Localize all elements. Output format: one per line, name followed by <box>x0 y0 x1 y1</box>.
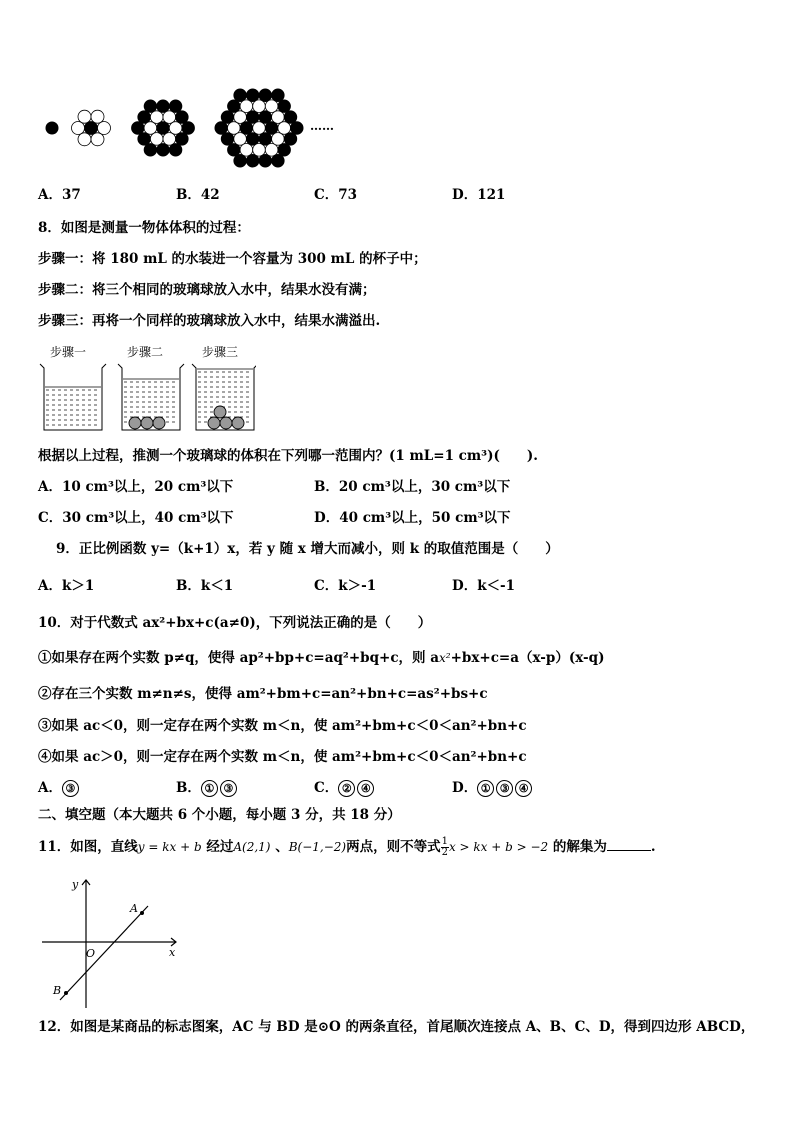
ellipsis-label: …… <box>310 119 334 133</box>
circled-number: ③ <box>220 780 237 797</box>
q10-statement-1 <box>38 649 604 667</box>
q8-step1: 步骤一：将 180 mL 的水装进一个容量为 300 mL 的杯子中； <box>38 251 427 267</box>
q11-suffix: 的解集为 <box>552 839 607 855</box>
q7-option-a[interactable]: A．37 <box>38 187 81 203</box>
x-squared-term: x² <box>439 651 451 665</box>
q8-option-d[interactable]: D．40 cm³以上，50 cm³以下 <box>314 510 511 526</box>
beaker-label-2: 步骤二 <box>127 345 164 359</box>
q9-option-b[interactable]: B．k＜1 <box>176 578 234 594</box>
q10-s1-number: ① <box>38 650 52 666</box>
q10-statement-3 <box>38 717 527 735</box>
q10-s2-number: ② <box>38 686 52 702</box>
q9-option-c[interactable]: C．k＞-1 <box>314 578 377 594</box>
q7-option-d[interactable]: D．121 <box>452 187 506 203</box>
q10-s1-text-a: 如果存在两个实数 p≠q，使得 ap²+bp+c=aq²+bq+c，则 a <box>51 650 439 666</box>
q11-text <box>38 836 656 858</box>
q10-s1-text-b: +bx+c=a（x-p）(x-q) <box>450 650 605 666</box>
q10-option-c-label: C． <box>314 780 339 796</box>
q9-option-a[interactable]: A．k＞1 <box>38 578 95 594</box>
circled-number: ④ <box>357 780 374 797</box>
q10-s2-text: 存在三个实数 m≠n≠s，使得 am²+bm+c=an²+bn+c=as²+bs+c <box>51 686 488 702</box>
q11-end: . <box>650 839 656 855</box>
point-label-b: B <box>53 984 62 997</box>
q10-statement-4 <box>38 748 527 766</box>
section-2-title: 二、填空题（本大题共 6 个小题，每小题 3 分，共 18 分） <box>38 807 401 823</box>
line-equation: y = kx + b <box>137 840 202 854</box>
q10-s4-number: ④ <box>38 749 52 765</box>
circled-number: ④ <box>515 780 532 797</box>
q10-s4-text: 如果 ac＞0，则一定存在两个实数 m＜n，使 am²+bm+c＜0＜an²+bn+c <box>51 749 527 765</box>
q10-option-b-label: B． <box>176 780 201 796</box>
q11-prefix: 11．如图，直线 <box>38 839 138 855</box>
q8-title: 8．如图是测量一物体体积的过程： <box>38 220 250 236</box>
circled-number: ③ <box>62 780 79 797</box>
q9-option-d[interactable]: D．k＜-1 <box>452 578 516 594</box>
circled-number: ③ <box>496 780 513 797</box>
q10-option-b[interactable] <box>176 779 239 797</box>
origin-label: O <box>86 947 96 960</box>
circled-number: ① <box>477 780 494 797</box>
q8-step3: 步骤三：再将一个同样的玻璃球放入水中，结果水满溢出. <box>38 313 381 329</box>
answer-blank[interactable] <box>607 838 651 851</box>
axis-label-x: x <box>169 946 176 959</box>
q11-mid1: 经过 <box>206 839 234 855</box>
q10-option-a[interactable] <box>38 779 81 797</box>
q10-option-a-label: A． <box>38 780 62 796</box>
q9-title: 9．正比例函数 y=（k+1）x，若 y 随 x 增大而减小，则 k 的取值范围是（ ） <box>56 541 559 557</box>
dot-pattern-figure <box>38 84 338 170</box>
point-a-coord: A(2,1) <box>233 840 271 854</box>
axis-label-y: y <box>72 878 79 891</box>
point-label-a: A <box>130 902 138 915</box>
inequality: x > kx + b > −2 <box>448 840 549 854</box>
q12-text: 12．如图是某商品的标志图案，AC 与 BD 是⊙O 的两条直径，首尾顺次连接点 A、B、C、D，得到四边形 ABCD， <box>38 1019 755 1035</box>
q10-title: 10．对于代数式 ax²+bx+c(a≠0)，下列说法正确的是（ ） <box>38 615 432 631</box>
q10-statement-2 <box>38 685 488 703</box>
circled-number: ① <box>201 780 218 797</box>
beaker-figure <box>36 360 256 436</box>
fraction-numerator: 1 <box>441 836 448 847</box>
q7-option-b[interactable]: B．42 <box>176 187 220 203</box>
q10-option-d[interactable] <box>452 779 534 797</box>
q10-option-d-label: D． <box>452 780 478 796</box>
line-graph-figure <box>38 872 188 1012</box>
q8-option-b[interactable]: B．20 cm³以上，30 cm³以下 <box>314 479 511 495</box>
q8-step2: 步骤二：将三个相同的玻璃球放入水中，结果水没有满； <box>38 282 376 298</box>
q11-mid2: 两点，则不等式 <box>346 839 441 855</box>
q7-option-c[interactable]: C．73 <box>314 187 358 203</box>
q8-question: 根据以上过程，推测一个玻璃球的体积在下列哪一范围内？(1 mL=1 cm³)( ). <box>38 448 538 464</box>
q8-option-c[interactable]: C．30 cm³以上，40 cm³以下 <box>38 510 234 526</box>
q10-s3-text: 如果 ac＜0，则一定存在两个实数 m＜n，使 am²+bm+c＜0＜an²+bn+c <box>51 718 527 734</box>
point-b-coord: B(−1,−2) <box>288 840 347 854</box>
beaker-label-3: 步骤三 <box>202 345 239 359</box>
q10-s3-number: ③ <box>38 718 52 734</box>
fraction-denominator: 2 <box>441 847 448 858</box>
fraction-one-half <box>441 837 449 858</box>
q8-option-a[interactable]: A．10 cm³以上，20 cm³以下 <box>38 479 234 495</box>
q10-option-c[interactable] <box>314 779 376 797</box>
beaker-label-1: 步骤一 <box>50 345 87 359</box>
circled-number: ② <box>338 780 355 797</box>
q11-sep: 、 <box>275 839 289 855</box>
